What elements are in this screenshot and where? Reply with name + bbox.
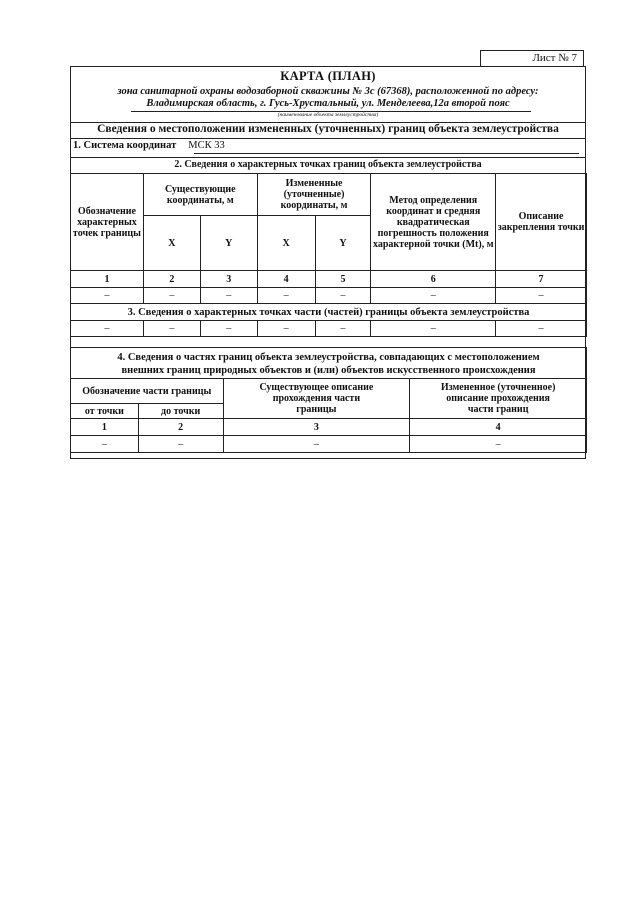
coord-system-label: 1. Система координат bbox=[73, 140, 177, 151]
column-number: 5 bbox=[315, 271, 371, 288]
col-changed-description: Измененное (уточненное) описание прохождения части границ bbox=[410, 379, 587, 419]
coordinate-system bbox=[73, 140, 225, 151]
cell: – bbox=[143, 288, 200, 304]
cell: – bbox=[71, 321, 144, 337]
col-y: Y bbox=[315, 216, 371, 271]
table-row bbox=[71, 321, 587, 337]
col-part-designation: Обозначение части границы bbox=[71, 379, 224, 404]
col-changed-coords: Измененные (уточненные) координаты, м bbox=[257, 174, 371, 216]
cell: – bbox=[138, 436, 223, 453]
cell: – bbox=[371, 321, 496, 337]
main-section-title: Сведения о местоположении измененных (уточненных) границ объекта землеустройства bbox=[97, 123, 559, 135]
cell: – bbox=[410, 436, 587, 453]
cell: – bbox=[315, 321, 371, 337]
cell: – bbox=[143, 321, 200, 337]
column-number: 2 bbox=[138, 419, 223, 436]
col-x: X bbox=[257, 216, 315, 271]
cell: – bbox=[223, 436, 410, 453]
table-row bbox=[71, 436, 587, 453]
table-row bbox=[71, 419, 587, 436]
section2-title: 2. Сведения о характерных точках границ объекта землеустройства bbox=[174, 159, 482, 170]
section4-title bbox=[71, 348, 587, 379]
cell: – bbox=[71, 288, 144, 304]
section3-title: 3. Сведения о характерных точках части (частей) границы объекта землеустройства bbox=[71, 304, 587, 321]
cell: – bbox=[200, 321, 257, 337]
document-title: КАРТА (ПЛАН) bbox=[280, 69, 376, 83]
col-fixing: Описание закрепления точки bbox=[496, 174, 587, 271]
cell: – bbox=[496, 288, 587, 304]
cell: – bbox=[200, 288, 257, 304]
table-row bbox=[71, 288, 587, 304]
cell: – bbox=[71, 436, 139, 453]
col-method: Метод определения координат и средняя квадратическая погрешность положения характерной точки (Mt), м bbox=[371, 174, 496, 271]
object-address: Владимирская область, г. Гусь-Хрустальный, ул. Менделеева,12а второй пояс bbox=[146, 98, 510, 109]
col-to-point: до точки bbox=[138, 404, 223, 419]
table-row bbox=[71, 271, 587, 288]
section4-title-line2: внешних границ природных объектов и (или) объектов искусственного происхождения bbox=[121, 364, 536, 376]
cell: – bbox=[257, 321, 315, 337]
column-number: 6 bbox=[371, 271, 496, 288]
coord-system-value: МСК 33 bbox=[188, 140, 225, 151]
col-designation: Обозначение характерных точек границы bbox=[71, 174, 144, 271]
col-y: Y bbox=[200, 216, 257, 271]
object-description: зона санитарной охраны водозаборной скважины № 3с (67368), расположенной по адресу: bbox=[117, 86, 539, 97]
coord-underline bbox=[194, 153, 579, 154]
column-number: 1 bbox=[71, 419, 139, 436]
col-existing-coords: Существующие координаты, м bbox=[143, 174, 257, 216]
column-number: 2 bbox=[143, 271, 200, 288]
cell: – bbox=[496, 321, 587, 337]
col-x: X bbox=[143, 216, 200, 271]
column-number: 3 bbox=[200, 271, 257, 288]
column-number: 1 bbox=[71, 271, 144, 288]
section4-title-line1: 4. Сведения о частях границ объекта землеустройства, совпадающих с местоположением bbox=[117, 351, 540, 363]
title-caption: (наименование объекта землеустройства) bbox=[277, 112, 379, 118]
column-number: 7 bbox=[496, 271, 587, 288]
col-from-point: от точки bbox=[71, 404, 139, 419]
cell: – bbox=[371, 288, 496, 304]
divider bbox=[71, 138, 585, 139]
cell: – bbox=[257, 288, 315, 304]
column-number: 3 bbox=[223, 419, 410, 436]
column-number: 4 bbox=[257, 271, 315, 288]
cell: – bbox=[315, 288, 371, 304]
col-existing-description: Существующее описание прохождения части границы bbox=[223, 379, 410, 419]
sheet-number: Лист № 7 bbox=[480, 50, 584, 66]
points-table bbox=[70, 173, 587, 337]
document-frame bbox=[70, 66, 586, 459]
divider bbox=[71, 157, 585, 158]
boundary-parts-table bbox=[70, 347, 587, 453]
column-number: 4 bbox=[410, 419, 587, 436]
